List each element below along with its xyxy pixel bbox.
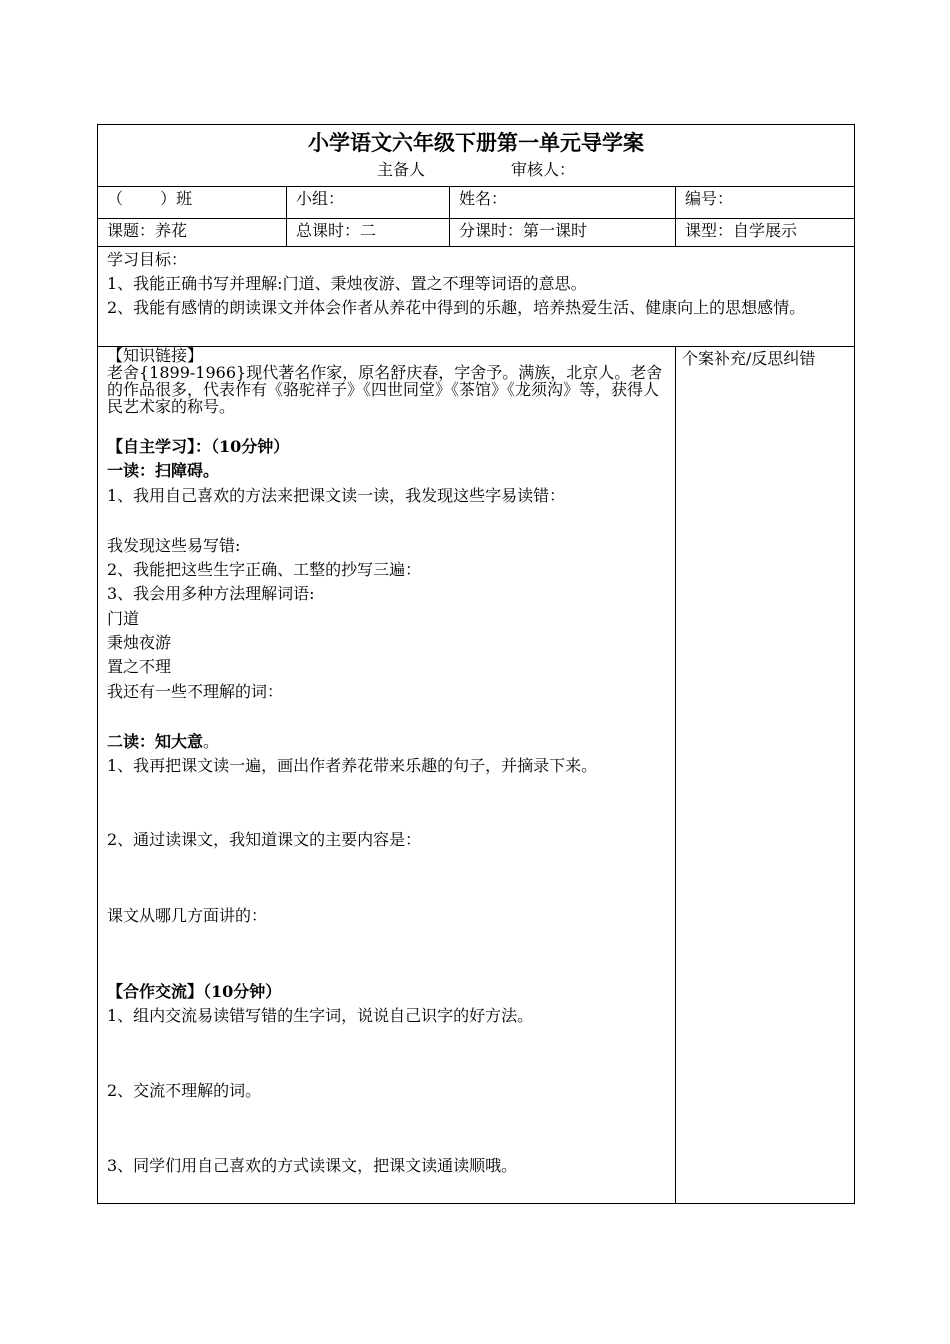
reviewer-label: 审核人： bbox=[511, 160, 576, 179]
word-item-2: 秉烛夜游 bbox=[107, 633, 172, 653]
read1-item-3: 2、我能把这些生字正确、工整的抄写三遍： bbox=[107, 560, 422, 580]
reflection-heading: 个案补充/反思纠错 bbox=[682, 349, 816, 368]
reflection-column bbox=[676, 347, 855, 1204]
total-hours-field: 总课时：二 bbox=[287, 219, 450, 247]
knowledge-heading: 【知识链接】 bbox=[107, 346, 204, 365]
worksheet-table bbox=[97, 124, 855, 1204]
knowledge-text: 老舍{1899-1966}现代著名作家，原名舒庆春，字舍予。满族，北京人。老舍的作品很多，代表作有《骆驼祥子》《四世同堂》《茶馆》《龙须沟》等，获得人民艺术家的称号。 bbox=[107, 363, 663, 416]
word-item-3: 置之不理 bbox=[107, 657, 172, 677]
header-cell bbox=[98, 125, 855, 187]
cooperation-heading: 【合作交流】（10分钟） bbox=[107, 982, 282, 1002]
learning-goals bbox=[98, 247, 855, 347]
lesson-type-field: 课型：自学展示 bbox=[676, 219, 855, 247]
group-field: 小组： bbox=[287, 187, 450, 219]
cooperation-item-1: 1、组内交流易读错写错的生字词，说说自己识字的好方法。 bbox=[107, 1006, 534, 1026]
read1-item-4: 3、我会用多种方法理解词语: bbox=[107, 584, 315, 604]
read1-item-1: 1、我用自己喜欢的方法来把课文读一读，我发现这些字易读错： bbox=[107, 485, 566, 505]
cooperation-item-3: 3、同学们用自己喜欢的方式读课文，把课文读通读顺哦。 bbox=[107, 1156, 518, 1176]
read1-item-2: 我发现这些易写错: bbox=[107, 535, 241, 555]
goal-item-2: 2、我能有感情的朗读课文并体会作者从养花中得到的乐趣，培养热爱生活、健康向上的思想感情。 bbox=[107, 298, 806, 317]
lesson-field: 分课时：第一课时 bbox=[450, 219, 676, 247]
main-content-cell bbox=[98, 347, 676, 1204]
read1-item-8: 我还有一些不理解的词： bbox=[107, 681, 284, 701]
read2-item-3: 课文从哪几方面讲的： bbox=[107, 905, 268, 925]
read2-item-2: 2、通过读课文，我知道课文的主要内容是： bbox=[107, 829, 422, 849]
header-subtitle bbox=[98, 158, 854, 182]
read2-heading-suffix: 。 bbox=[203, 731, 220, 751]
read2-heading-line bbox=[107, 730, 675, 754]
read1-heading: 一读：扫障碍。 bbox=[107, 461, 220, 481]
name-field: 姓名： bbox=[450, 187, 676, 219]
cooperation-item-2: 2、交流不理解的词。 bbox=[107, 1080, 262, 1100]
preparer-label: 主备人 bbox=[376, 160, 425, 179]
goal-item-1: 1、我能正确书写并理解:门道、秉烛夜游、置之不理等词语的意思。 bbox=[107, 274, 587, 293]
topic-field: 课题：养花 bbox=[98, 219, 287, 247]
self-study-heading: 【自主学习】：（10分钟） bbox=[107, 437, 290, 456]
number-field: 编号： bbox=[676, 187, 855, 219]
word-item-1: 门道 bbox=[107, 608, 140, 628]
goals-heading: 学习目标： bbox=[107, 250, 188, 269]
page-title: 小学语文六年级下册第一单元导学案 bbox=[308, 130, 644, 155]
class-field: （ ）班 bbox=[98, 187, 287, 219]
read2-heading: 二读：知大意 bbox=[107, 731, 204, 751]
read2-item-1: 1、我再把课文读一遍，画出作者养花带来乐趣的句子，并摘录下来。 bbox=[107, 756, 598, 776]
